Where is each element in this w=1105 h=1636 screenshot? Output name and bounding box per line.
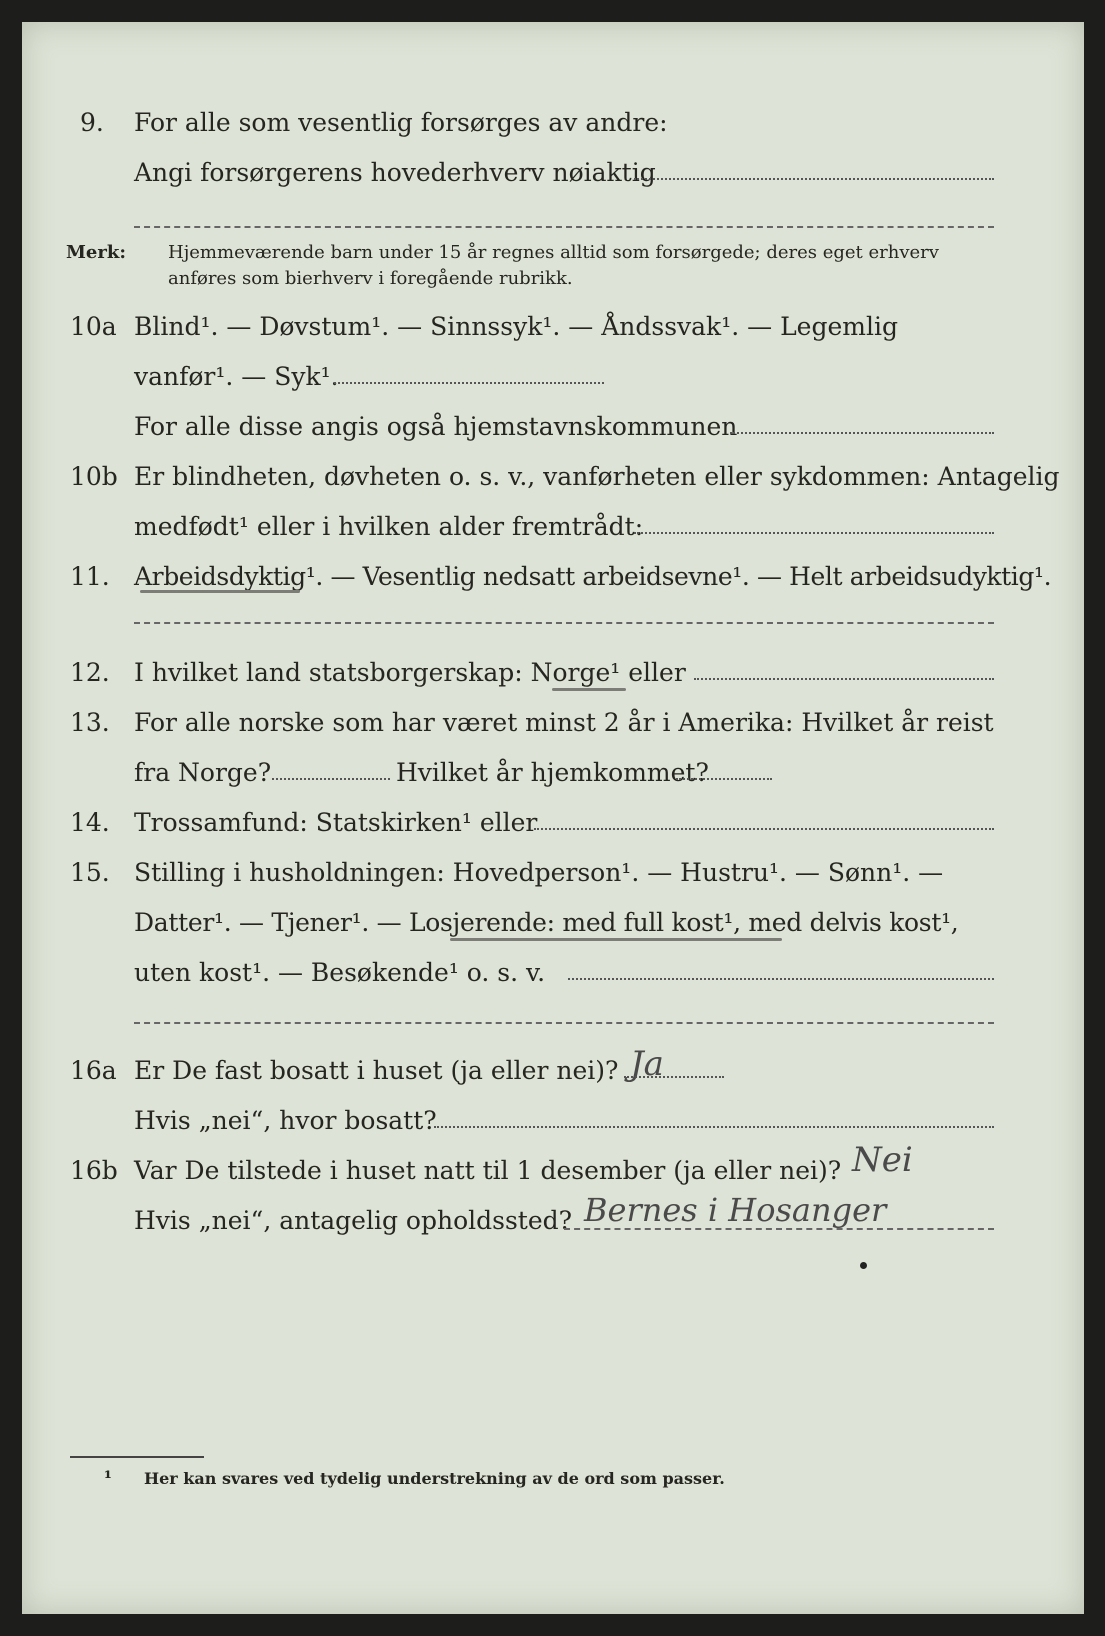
merk-label: Merk: bbox=[66, 242, 126, 263]
q15-question-line3: uten kost¹. — Besøkende¹ o. s. v. bbox=[134, 958, 546, 987]
merk-text-line2: anføres som bierhverv i foregående rubrikk. bbox=[168, 268, 573, 289]
q16b-location-line[interactable] bbox=[564, 1228, 994, 1230]
q16a-answer-handwritten: Ja bbox=[630, 1044, 664, 1084]
q10a-number: 10a bbox=[70, 312, 117, 341]
q10b-number: 10b bbox=[70, 462, 118, 491]
q9-question-line2: Angi forsørgerens hovederhverv nøiaktig bbox=[134, 158, 656, 187]
q11-question: Arbeidsdyktig¹. — Vesentlig nedsatt arbeidsevne¹. — Helt arbeidsudyktig¹. bbox=[134, 562, 1052, 591]
q11-answer-line[interactable] bbox=[134, 622, 994, 624]
q13-question-line2a: fra Norge? bbox=[134, 758, 272, 787]
q11-number: 11. bbox=[70, 562, 110, 591]
q13-return-year-line[interactable] bbox=[676, 778, 772, 780]
q16a-answer-line[interactable] bbox=[624, 1076, 724, 1078]
q12-number: 12. bbox=[70, 658, 110, 687]
q9-answer-line[interactable] bbox=[634, 178, 994, 180]
q15-number: 15. bbox=[70, 858, 110, 887]
q10b-answer-line[interactable] bbox=[634, 532, 994, 534]
q15-answer-line2[interactable] bbox=[134, 1022, 994, 1024]
q15-question: Stilling i husholdningen: Hovedperson¹. — Hustru¹. — Sønn¹. — bbox=[134, 858, 944, 887]
q16b-location-handwritten: Bernes i Hosanger bbox=[584, 1191, 887, 1229]
q16a-residence-line[interactable] bbox=[434, 1126, 994, 1128]
q10b-question: Er blindheten, døvheten o. s. v., vanførheten eller sykdommen: Antagelig bbox=[134, 462, 1060, 491]
footnote-text: Her kan svares ved tydelig understrekning av de ord som passer. bbox=[144, 1469, 725, 1488]
q12-question: I hvilket land statsborgerskap: Norge¹ eller bbox=[134, 658, 686, 687]
q9-question: For alle som vesentlig forsørges av andre: bbox=[134, 108, 668, 137]
q16a-question-line2: Hvis „nei“, hvor bosatt? bbox=[134, 1106, 437, 1135]
q10a-hometown-line[interactable] bbox=[730, 432, 994, 434]
q12-answer-line[interactable] bbox=[694, 678, 994, 680]
q10a-answer-line[interactable] bbox=[334, 382, 604, 384]
q12-underline-norge bbox=[552, 688, 626, 691]
q15-answer-line[interactable] bbox=[568, 978, 994, 980]
q16b-answer-handwritten: Nei bbox=[852, 1140, 913, 1180]
q14-number: 14. bbox=[70, 808, 110, 837]
ink-dot bbox=[860, 1262, 867, 1269]
q13-number: 13. bbox=[70, 708, 110, 737]
q16a-number: 16a bbox=[70, 1056, 117, 1085]
q10a-question-line2: vanfør¹. — Syk¹. bbox=[134, 362, 339, 391]
q10a-question-line3: For alle disse angis også hjemstavnskommunen bbox=[134, 412, 738, 441]
footnote-mark: ¹ bbox=[104, 1468, 112, 1489]
q11-underline-arbeidsdyktig bbox=[140, 590, 300, 593]
merk-text-line1: Hjemmeværende barn under 15 år regnes alltid som forsørgede; deres eget erhverv bbox=[168, 242, 939, 263]
q15-question-line2: Datter¹. — Tjener¹. — Losjerende: med full kost¹, med delvis kost¹, bbox=[134, 908, 959, 937]
q16b-question-line2: Hvis „nei“, antagelig opholdssted? bbox=[134, 1206, 573, 1235]
q14-question: Trossamfund: Statskirken¹ eller bbox=[134, 808, 538, 837]
q13-departure-year-line[interactable] bbox=[272, 778, 390, 780]
q13-question-line2b: Hvilket år hjemkommet? bbox=[396, 758, 709, 787]
footnote-separator bbox=[70, 1456, 204, 1458]
census-form-page bbox=[22, 22, 1084, 1614]
q9-answer-line2[interactable] bbox=[134, 226, 994, 228]
q13-question: For alle norske som har været minst 2 år i Amerika: Hvilket år reist bbox=[134, 708, 994, 737]
q16a-question: Er De fast bosatt i huset (ja eller nei)? bbox=[134, 1056, 619, 1085]
q9-number: 9. bbox=[80, 108, 104, 137]
q15-underline-losjerende bbox=[450, 938, 782, 941]
q16b-question: Var De tilstede i huset natt til 1 desember (ja eller nei)? bbox=[134, 1156, 842, 1185]
q14-answer-line[interactable] bbox=[534, 828, 994, 830]
q16b-number: 16b bbox=[70, 1156, 118, 1185]
q10b-question-line2: medfødt¹ eller i hvilken alder fremtrådt: bbox=[134, 512, 644, 541]
q10a-question: Blind¹. — Døvstum¹. — Sinnssyk¹. — Åndssvak¹. — Legemlig bbox=[134, 312, 898, 341]
